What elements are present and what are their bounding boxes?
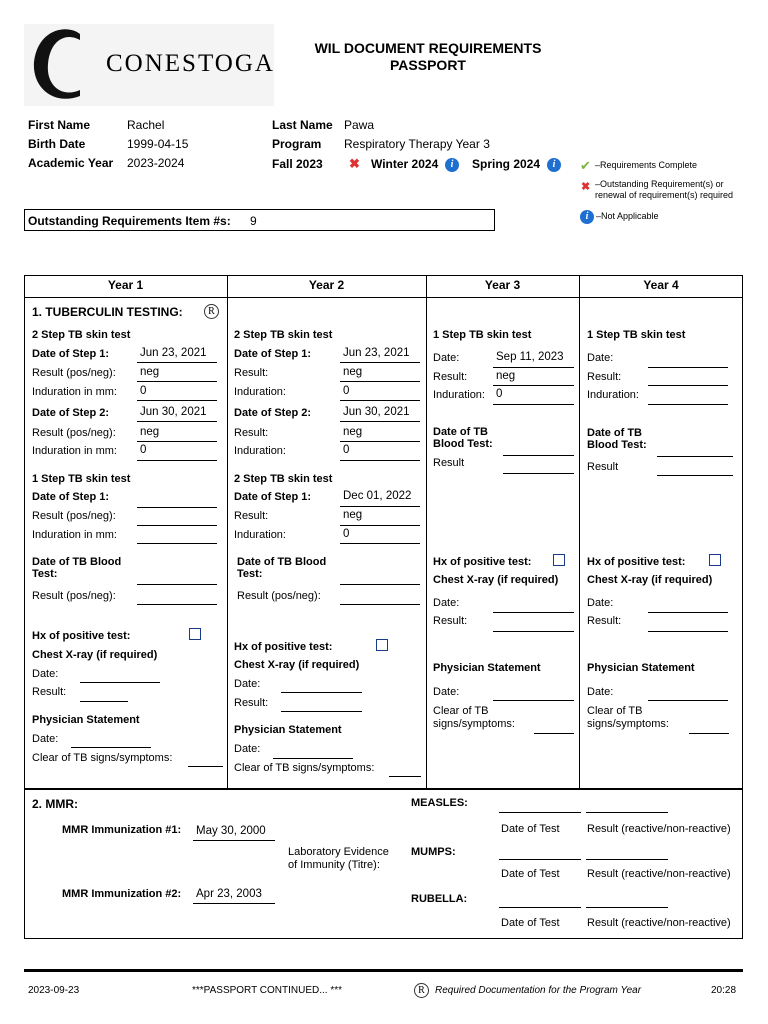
y2-ind2-label: Induration: [234, 445, 286, 457]
year4-header: Year 4 [643, 278, 679, 292]
program-value: Respiratory Therapy Year 3 [344, 137, 490, 151]
outstanding-box [24, 209, 495, 231]
y1-result1-value: neg [140, 366, 160, 378]
y1-ind2-label: Induration in mm: [32, 445, 117, 457]
y1-ind2-value: 0 [140, 444, 147, 456]
y4-chest-result-label: Result: [587, 615, 622, 627]
y1-result2-label: Result (pos/neg): [32, 427, 116, 439]
y1-date-step1-value: Jun 23, 2021 [140, 347, 207, 359]
y1-clear-label: Clear of TB signs/symptoms: [32, 752, 173, 764]
spring-term: Spring 2024 [472, 157, 541, 171]
y2-result1-value: neg [343, 366, 363, 378]
y3-date-label: Date: [433, 352, 460, 364]
y1-result1-label: Result (pos/neg): [32, 367, 116, 379]
checkmark-icon: ✔ [580, 158, 591, 173]
outstanding-label: Outstanding Requirements Item #s: [28, 214, 231, 228]
footer-continued: ***PASSPORT CONTINUED... *** [192, 985, 343, 996]
year2-header: Year 2 [308, 278, 345, 292]
legend-outstanding: –Outstanding Requirement(s) or renewal of requirement(s) required [595, 179, 734, 200]
y2-blood-test-label: Date of TB Blood Test: [237, 556, 327, 580]
doc-title-line2: PASSPORT [390, 57, 466, 73]
y4-blood-test-label: Date of TB Blood Test: [587, 427, 647, 451]
mmr-imm1-value: May 30, 2000 [196, 825, 266, 837]
y4-hx-label: Hx of positive test: [587, 556, 686, 568]
mumps-label: MUMPS: [411, 846, 456, 858]
logo-c-mark [28, 26, 90, 104]
fall-term: Fall 2023 [272, 157, 323, 171]
y1-date-step1-label: Date of Step 1: [32, 348, 110, 360]
y3-date-value: Sep 11, 2023 [496, 351, 564, 363]
y2-result1-label: Result: [234, 367, 269, 379]
y3-chest-date-label: Date: [433, 597, 460, 609]
mmr-lab-evidence: Laboratory Evidence of Immunity (Titre): [288, 846, 389, 871]
footer-date: 2023-09-23 [28, 985, 80, 996]
y2-chest-label: Chest X-ray (if required) [234, 659, 360, 671]
y3-result-value: neg [496, 370, 516, 382]
y1-result2-value: neg [140, 426, 160, 438]
y3-hx-checkbox[interactable] [553, 554, 565, 566]
y1-one-step: 1 Step TB skin test [32, 473, 131, 485]
winter-term: Winter 2024 [371, 157, 439, 171]
legend-complete: –Requirements Complete [595, 160, 698, 170]
y2-clear-label: Clear of TB signs/symptoms: [234, 762, 375, 774]
measles-date-label: Date of Test [501, 823, 560, 835]
y1-blood-test-label: Date of TB Blood Test: [32, 556, 122, 580]
y4-physician-label: Physician Statement [587, 662, 695, 674]
y3-clear-label: Clear of TB signs/symptoms: [433, 705, 515, 730]
program-label: Program [272, 137, 322, 151]
y4-chest-label: Chest X-ray (if required) [587, 574, 713, 586]
y1-hx-label: Hx of positive test: [32, 630, 131, 642]
y3-phys-date-label: Date: [433, 686, 460, 698]
y4-blood-result-label: Result [587, 461, 619, 473]
y1-one-result-label: Result (pos/neg): [32, 510, 116, 522]
y2-date-step1-value: Jun 23, 2021 [343, 347, 410, 359]
footer-time: 20:28 [711, 985, 737, 996]
y1-date-step2-label: Date of Step 2: [32, 407, 110, 419]
mmr-imm2-value: Apr 23, 2003 [196, 888, 262, 900]
y2-two-step-b: 2 Step TB skin test [234, 473, 333, 485]
y2-result2-label: Result: [234, 427, 269, 439]
winter-na-icon: i [445, 156, 459, 174]
requirements-table [24, 275, 743, 939]
y4-date-label: Date: [587, 352, 614, 364]
y1-two-step: 2 Step TB skin test [32, 329, 131, 341]
mumps-date-label: Date of Test [501, 868, 560, 880]
birth-date-label: Birth Date [28, 137, 86, 151]
y2-one-date-value: Dec 01, 2022 [343, 490, 412, 502]
y3-ind-label: Induration: [433, 389, 485, 401]
first-name-label: First Name [28, 118, 91, 132]
rubella-label: RUBELLA: [411, 893, 468, 905]
y2-one-date-label: Date of Step 1: [234, 491, 312, 503]
legend-na: –Not Applicable [596, 211, 659, 221]
y4-hx-checkbox[interactable] [709, 554, 721, 566]
y1-ind1-label: Induration in mm: [32, 386, 117, 398]
footer-required-icon: R [414, 982, 429, 1000]
y3-physician-label: Physician Statement [433, 662, 541, 674]
y2-ind1-value: 0 [343, 385, 350, 397]
mumps-result-label: Result (reactive/non-reactive) [587, 868, 731, 880]
y1-chest-date-label: Date: [32, 668, 59, 680]
y2-blood-result-label: Result (pos/neg): [237, 590, 321, 602]
y4-clear-label: Clear of TB signs/symptoms: [587, 705, 669, 730]
y1-chest-result-label: Result: [32, 686, 67, 698]
y1-physician-label: Physician Statement [32, 714, 140, 726]
tb-section-title: 1. TUBERCULIN TESTING: [32, 305, 183, 319]
year3-header: Year 3 [484, 278, 521, 292]
legend-outstanding-text: Outstanding Requirement(s) or renewal of requirement(s) required [595, 179, 734, 200]
y2-one-result-value: neg [343, 509, 363, 521]
mmr-section-title: 2. MMR: [32, 797, 78, 811]
y2-one-result-label: Result: [234, 510, 269, 522]
y3-ind-value: 0 [496, 388, 503, 400]
required-doc-icon: R [204, 303, 219, 321]
mmr-imm2-label: MMR Immunization #2: [62, 888, 182, 900]
first-name-value: Rachel [127, 118, 165, 132]
y3-chest-label: Chest X-ray (if required) [433, 574, 559, 586]
last-name-value: Pawa [344, 118, 375, 132]
y2-result2-value: neg [343, 426, 363, 438]
y2-date-step2-value: Jun 30, 2021 [343, 406, 410, 418]
conestoga-logo [24, 24, 274, 106]
legend-na-text: Not Applicable [601, 211, 659, 221]
legend-x-icon: ✖ [581, 181, 591, 193]
y1-one-ind-label: Induration in mm: [32, 529, 117, 541]
y4-result-label: Result: [587, 371, 622, 383]
y3-chest-result-label: Result: [433, 615, 468, 627]
y1-phys-date-label: Date: [32, 733, 59, 745]
y3-blood-result-label: Result [433, 457, 465, 469]
y1-chest-label: Chest X-ray (if required) [32, 649, 158, 661]
y2-hx-label: Hx of positive test: [234, 641, 333, 653]
rubella-date-label: Date of Test [501, 917, 560, 929]
last-name-label: Last Name [272, 118, 333, 132]
y4-chest-date-label: Date: [587, 597, 614, 609]
y1-ind1-value: 0 [140, 385, 147, 397]
mmr-imm1-label: MMR Immunization #1: [62, 824, 182, 836]
y3-hx-label: Hx of positive test: [433, 556, 532, 568]
y3-result-label: Result: [433, 371, 468, 383]
y4-one-step: 1 Step TB skin test [587, 329, 686, 341]
y2-two-step: 2 Step TB skin test [234, 329, 333, 341]
y4-ind-label: Induration: [587, 389, 639, 401]
y2-physician-label: Physician Statement [234, 724, 342, 736]
y2-one-ind-label: Induration: [234, 529, 286, 541]
year1-header: Year 1 [107, 278, 144, 292]
legend-na-icon: i [580, 208, 594, 226]
y1-one-date-label: Date of Step 1: [32, 491, 110, 503]
y2-one-ind-value: 0 [343, 528, 350, 540]
y1-blood-result-label: Result (pos/neg): [32, 590, 116, 602]
y2-ind2-value: 0 [343, 444, 350, 456]
logo-text: CONESTOGA [106, 50, 275, 77]
outstanding-x-icon: ✖ [349, 156, 360, 171]
y1-hx-checkbox[interactable] [189, 628, 201, 640]
y2-date-step2-label: Date of Step 2: [234, 407, 312, 419]
y4-phys-date-label: Date: [587, 686, 614, 698]
y2-ind1-label: Induration: [234, 386, 286, 398]
doc-title-line1: WIL DOCUMENT REQUIREMENTS [314, 40, 542, 56]
academic-year-label: Academic Year [28, 156, 114, 170]
y3-one-step: 1 Step TB skin test [433, 329, 532, 341]
rubella-result-label: Result (reactive/non-reactive) [587, 917, 731, 929]
y2-phys-date-label: Date: [234, 743, 261, 755]
legend-complete-text: Requirements Complete [600, 160, 698, 170]
spring-na-icon: i [547, 156, 561, 174]
y2-hx-checkbox[interactable] [376, 639, 388, 651]
y1-date-step2-value: Jun 30, 2021 [140, 406, 207, 418]
y2-chest-date-label: Date: [234, 678, 261, 690]
measles-result-label: Result (reactive/non-reactive) [587, 823, 731, 835]
y2-date-step1-label: Date of Step 1: [234, 348, 312, 360]
academic-year-value: 2023-2024 [127, 156, 185, 170]
footer-required-text: Required Documentation for the Program Year [435, 985, 642, 996]
y2-chest-result-label: Result: [234, 697, 269, 709]
measles-label: MEASLES: [411, 797, 468, 809]
outstanding-value: 9 [250, 214, 257, 228]
birth-date-value: 1999-04-15 [127, 137, 189, 151]
y3-blood-test-label: Date of TB Blood Test: [433, 426, 493, 450]
